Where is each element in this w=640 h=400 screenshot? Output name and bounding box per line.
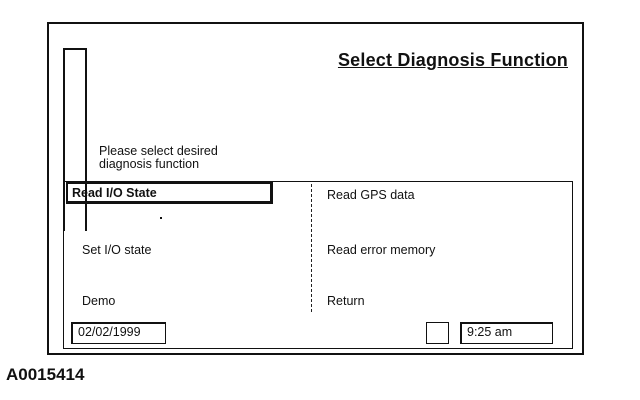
figure-id: A0015414 — [6, 365, 85, 384]
page-title: Select Diagnosis Function — [337, 50, 568, 70]
menu-item-demo[interactable]: Demo — [82, 294, 116, 308]
column-divider — [311, 184, 312, 312]
menu-item-return[interactable]: Return — [327, 294, 365, 308]
menu-item-read-gps-data[interactable]: Read GPS data — [327, 188, 415, 202]
menu-item-set-io-state[interactable]: Set I/O state — [82, 243, 152, 257]
status-indicator-box — [426, 322, 449, 344]
dot-marker — [160, 217, 162, 219]
selection-prompt: Please select desired diagnosis function — [99, 144, 218, 171]
time-display: 9:25 am — [460, 322, 553, 344]
menu-item-read-error-memory[interactable]: Read error memory — [327, 243, 436, 257]
diagnosis-screen — [47, 22, 584, 355]
date-display: 02/02/1999 — [71, 322, 166, 344]
menu-item-read-io-state[interactable]: Read I/O State — [66, 182, 273, 204]
function-menu — [63, 181, 573, 349]
